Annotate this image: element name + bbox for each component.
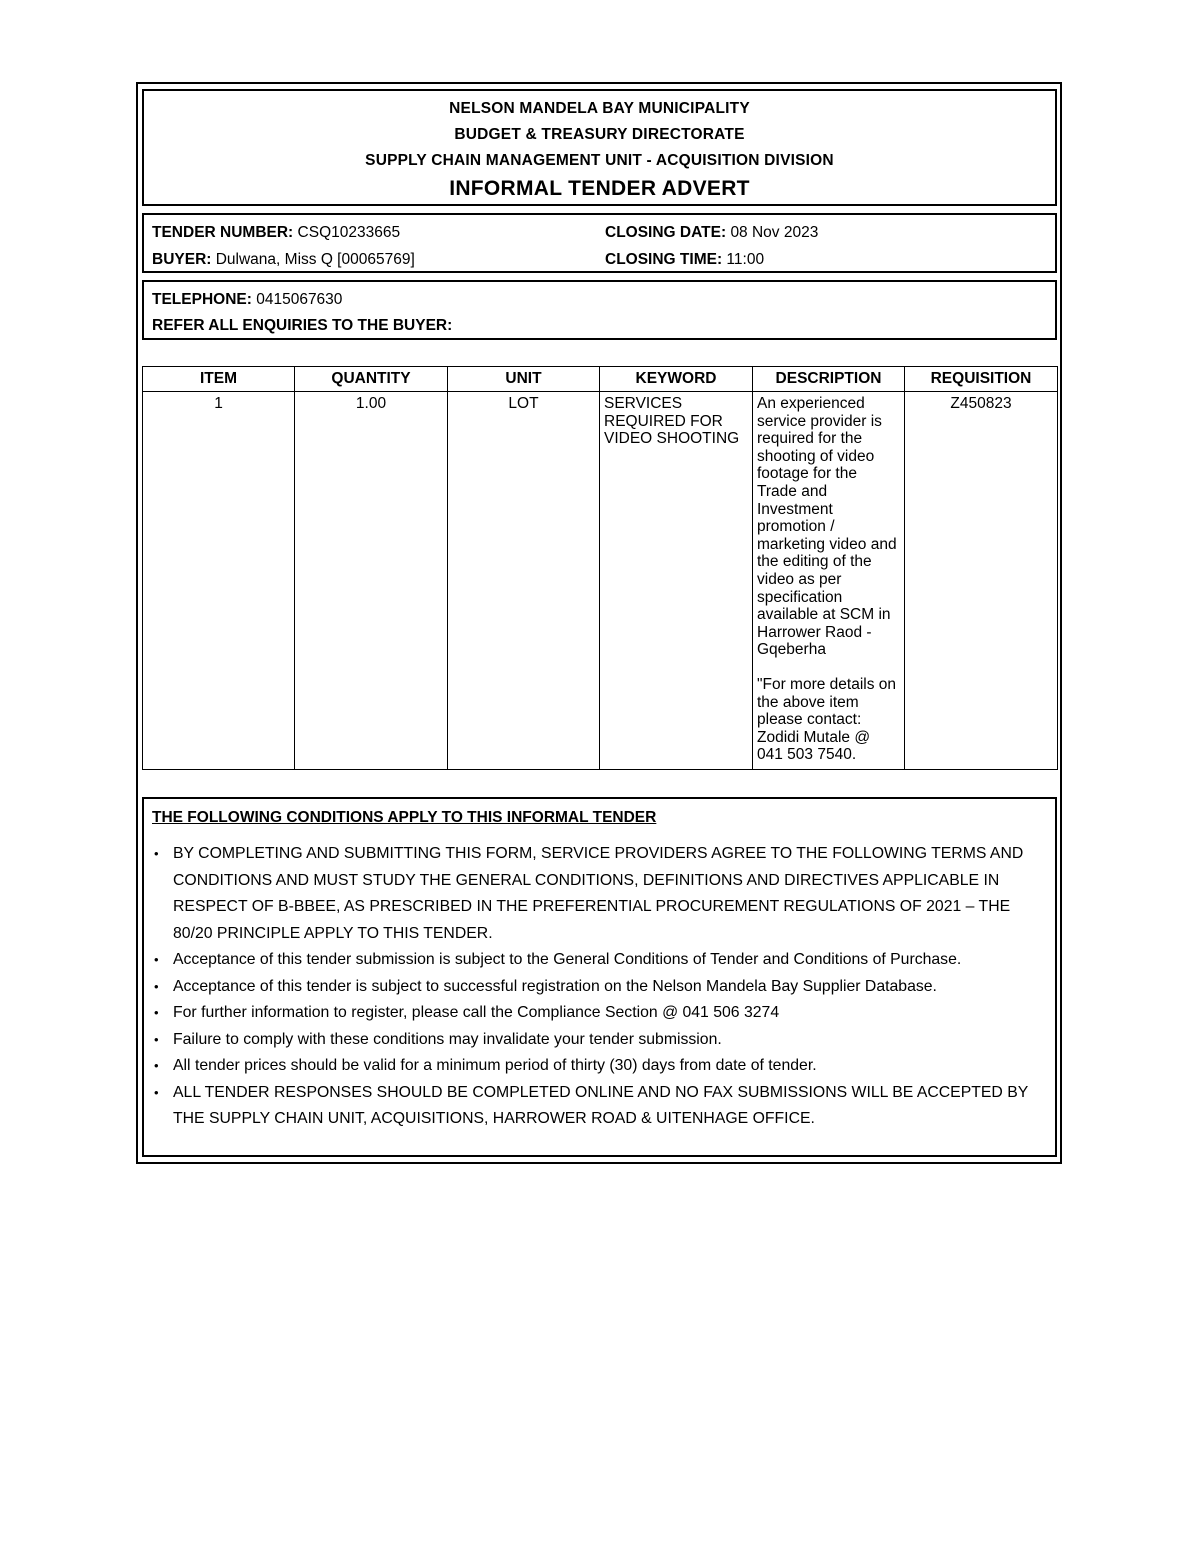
tender-number: TENDER NUMBER: CSQ10233665 [152,224,401,241]
enquiries-label: REFER ALL ENQUIRIES TO THE BUYER: [152,317,453,334]
page-title: INFORMAL TENDER ADVERT [449,177,750,200]
list-item: • BY COMPLETING AND SUBMITTING THIS FORM, SERVICE PROVIDERS AGREE TO THE FOLLOWING TERMS AND CONDITIONS AND MUST STUDY THE GENERAL CONDITIONS, DEFINITIONS AND DIRECTIVES APPLICABLE IN RESPECT OF B-BBEE, AS PRESCRIBED IN THE PREFERENTIAL PROCUREMENT REGULATIONS OF 2021 – THE 80/20 PRINCIPLE APPLY TO THIS TENDER. [152,841,1047,947]
col-requisition: REQUISITION [905,367,1058,392]
cell-description [753,392,905,770]
description-text: An experienced service provider is required for the shooting of video footage for the Trade and Investment promotion / marketing video and the editing of the video as per specification available at SCM in Harrower Raod - Gqeberha [757,395,897,659]
col-item: ITEM [143,367,295,392]
list-item: • For further information to register, please call the Compliance Section @ 041 506 3274 [152,1000,1047,1027]
tender-info-box [142,213,1057,273]
contact-box [142,280,1057,340]
col-description: DESCRIPTION [753,367,905,392]
list-item: • All tender prices should be valid for a minimum period of thirty (30) days from date of tender. [152,1053,1047,1080]
conditions-box [142,797,1057,1157]
cell-unit: LOT [448,392,600,770]
cell-requisition: Z450823 [905,392,1058,770]
closing-time: CLOSING TIME: 11:00 [605,251,765,268]
conditions-title: THE FOLLOWING CONDITIONS APPLY TO THIS INFORMAL TENDER [152,809,657,826]
list-item: • Failure to comply with these conditions may invalidate your tender submission. [152,1027,1047,1054]
col-unit: UNIT [448,367,600,392]
list-item: • Acceptance of this tender is subject to successful registration on the Nelson Mandela Bay Supplier Database. [152,974,1047,1001]
directorate-name: BUDGET & TREASURY DIRECTORATE [454,126,745,143]
header-box [142,89,1057,206]
telephone: TELEPHONE: 0415067630 [152,291,343,308]
col-quantity: QUANTITY [295,367,448,392]
division-name: SUPPLY CHAIN MANAGEMENT UNIT - ACQUISITION DIVISION [365,152,834,169]
col-keyword: KEYWORD [600,367,753,392]
list-item: • ALL TENDER RESPONSES SHOULD BE COMPLETED ONLINE AND NO FAX SUBMISSIONS WILL BE ACCEPTED BY THE SUPPLY CHAIN UNIT, ACQUISITIONS, HARROWER ROAD & UITENHAGE OFFICE. [152,1080,1047,1133]
cell-quantity: 1.00 [295,392,448,770]
table-header-row [143,367,1058,392]
municipality-name: NELSON MANDELA BAY MUNICIPALITY [449,100,750,117]
table-row [143,392,1058,770]
items-table [142,366,1058,770]
cell-item: 1 [143,392,295,770]
list-item: • Acceptance of this tender submission is subject to the General Conditions of Tender and Conditions of Purchase. [152,947,1047,974]
conditions-list [152,841,1047,1133]
closing-date: CLOSING DATE: 08 Nov 2023 [605,224,819,241]
description-note: "For more details on the above item please contact: Zodidi Mutale @ 041 503 7540. [757,675,897,764]
buyer: BUYER: Dulwana, Miss Q [00065769] [152,251,415,268]
cell-keyword: SERVICES REQUIRED FOR VIDEO SHOOTING [600,392,753,770]
